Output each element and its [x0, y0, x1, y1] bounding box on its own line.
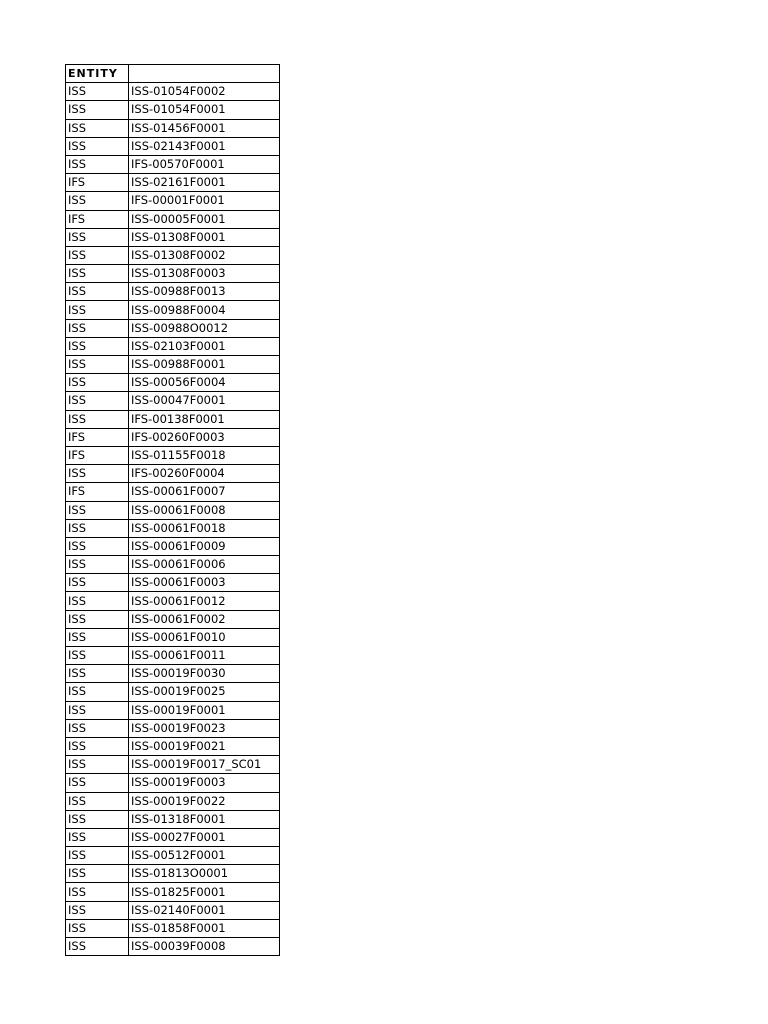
- table-row: [66, 374, 280, 392]
- id-cell: ISS-00019F0022: [129, 792, 280, 810]
- id-cell: IFS-00570F0001: [129, 155, 280, 173]
- table-row: [66, 301, 280, 319]
- entity-cell: ISS: [66, 847, 129, 865]
- id-cell: ISS-00019F0030: [129, 665, 280, 683]
- id-cell: ISS-00005F0001: [129, 210, 280, 228]
- table-row: [66, 865, 280, 883]
- entity-cell: ISS: [66, 883, 129, 901]
- entity-cell: ISS: [66, 938, 129, 956]
- id-cell: IFS-00260F0004: [129, 465, 280, 483]
- entity-cell: ISS: [66, 756, 129, 774]
- entity-cell: IFS: [66, 428, 129, 446]
- id-cell: ISS-01155F0018: [129, 446, 280, 464]
- entity-cell: IFS: [66, 174, 129, 192]
- entity-cell: ISS: [66, 465, 129, 483]
- id-cell: ISS-02103F0001: [129, 337, 280, 355]
- entity-cell: ISS: [66, 192, 129, 210]
- table-row: [66, 628, 280, 646]
- entity-cell: ISS: [66, 556, 129, 574]
- entity-cell: ISS: [66, 283, 129, 301]
- id-cell: ISS-01858F0001: [129, 919, 280, 937]
- table-body: [66, 83, 280, 956]
- table-row: [66, 919, 280, 937]
- table-row: [66, 574, 280, 592]
- entity-column-header: ENTITY: [66, 65, 129, 83]
- table-row: [66, 756, 280, 774]
- id-cell: ISS-01308F0002: [129, 246, 280, 264]
- table-row: [66, 647, 280, 665]
- id-cell: ISS-00061F0008: [129, 501, 280, 519]
- entity-cell: ISS: [66, 828, 129, 846]
- table-row: [66, 556, 280, 574]
- table-row: [66, 883, 280, 901]
- entity-cell: ISS: [66, 319, 129, 337]
- id-cell: ISS-01308F0001: [129, 228, 280, 246]
- table-row: [66, 519, 280, 537]
- table-row: [66, 792, 280, 810]
- entity-cell: ISS: [66, 774, 129, 792]
- id-cell: ISS-01054F0001: [129, 101, 280, 119]
- id-cell: ISS-00061F0011: [129, 647, 280, 665]
- entity-cell: ISS: [66, 374, 129, 392]
- entity-cell: IFS: [66, 210, 129, 228]
- entity-cell: ISS: [66, 519, 129, 537]
- id-cell: ISS-01318F0001: [129, 810, 280, 828]
- id-cell: ISS-00988F0004: [129, 301, 280, 319]
- entity-cell: ISS: [66, 356, 129, 374]
- entity-cell: ISS: [66, 101, 129, 119]
- table-row: [66, 483, 280, 501]
- table-row: [66, 228, 280, 246]
- entity-cell: ISS: [66, 592, 129, 610]
- entity-cell: ISS: [66, 392, 129, 410]
- id-cell: ISS-02161F0001: [129, 174, 280, 192]
- table-header: [66, 65, 280, 83]
- entity-cell: ISS: [66, 901, 129, 919]
- table-row: [66, 155, 280, 173]
- table-row: [66, 192, 280, 210]
- table-row: [66, 901, 280, 919]
- id-cell: ISS-00019F0003: [129, 774, 280, 792]
- entity-cell: ISS: [66, 537, 129, 555]
- id-cell: ISS-00061F0002: [129, 610, 280, 628]
- id-cell: ISS-00027F0001: [129, 828, 280, 846]
- id-column-header: [129, 65, 280, 83]
- id-cell: ISS-00056F0004: [129, 374, 280, 392]
- table-row: [66, 737, 280, 755]
- id-cell: ISS-00512F0001: [129, 847, 280, 865]
- entity-cell: IFS: [66, 483, 129, 501]
- table-row: [66, 938, 280, 956]
- table-row: [66, 119, 280, 137]
- table-row: [66, 774, 280, 792]
- id-cell: ISS-01813O0001: [129, 865, 280, 883]
- entity-cell: ISS: [66, 919, 129, 937]
- id-cell: ISS-00988F0001: [129, 356, 280, 374]
- table-row: [66, 174, 280, 192]
- entity-cell: ISS: [66, 628, 129, 646]
- id-cell: ISS-00061F0007: [129, 483, 280, 501]
- id-cell: ISS-00061F0012: [129, 592, 280, 610]
- entity-cell: ISS: [66, 228, 129, 246]
- table-row: [66, 701, 280, 719]
- entity-cell: ISS: [66, 574, 129, 592]
- table-row: [66, 847, 280, 865]
- table-row: [66, 319, 280, 337]
- header-row: [66, 65, 280, 83]
- table-row: [66, 665, 280, 683]
- entity-table: [65, 64, 280, 956]
- table-row: [66, 810, 280, 828]
- id-cell: ISS-00019F0021: [129, 737, 280, 755]
- entity-cell: ISS: [66, 719, 129, 737]
- table-row: [66, 428, 280, 446]
- id-cell: ISS-02143F0001: [129, 137, 280, 155]
- id-cell: ISS-00061F0010: [129, 628, 280, 646]
- entity-cell: ISS: [66, 737, 129, 755]
- table-row: [66, 246, 280, 264]
- entity-cell: ISS: [66, 301, 129, 319]
- table-row: [66, 356, 280, 374]
- id-cell: ISS-00061F0018: [129, 519, 280, 537]
- id-cell: ISS-00019F0017_SC01: [129, 756, 280, 774]
- id-cell: IFS-00138F0001: [129, 410, 280, 428]
- id-cell: ISS-00988F0013: [129, 283, 280, 301]
- entity-cell: ISS: [66, 501, 129, 519]
- entity-cell: ISS: [66, 119, 129, 137]
- table-row: [66, 537, 280, 555]
- entity-cell: ISS: [66, 410, 129, 428]
- id-cell: ISS-00019F0025: [129, 683, 280, 701]
- table-row: [66, 410, 280, 428]
- table-row: [66, 392, 280, 410]
- entity-cell: ISS: [66, 137, 129, 155]
- table-row: [66, 337, 280, 355]
- entity-cell: ISS: [66, 683, 129, 701]
- entity-cell: ISS: [66, 665, 129, 683]
- id-cell: ISS-00019F0001: [129, 701, 280, 719]
- entity-cell: ISS: [66, 246, 129, 264]
- id-cell: ISS-00061F0003: [129, 574, 280, 592]
- id-cell: IFS-00260F0003: [129, 428, 280, 446]
- id-cell: ISS-00061F0006: [129, 556, 280, 574]
- table-row: [66, 265, 280, 283]
- table-row: [66, 446, 280, 464]
- id-cell: ISS-01054F0002: [129, 83, 280, 101]
- table-row: [66, 719, 280, 737]
- id-cell: ISS-00019F0023: [129, 719, 280, 737]
- id-cell: ISS-01308F0003: [129, 265, 280, 283]
- id-cell: ISS-00039F0008: [129, 938, 280, 956]
- table-row: [66, 592, 280, 610]
- entity-cell: IFS: [66, 446, 129, 464]
- table-row: [66, 137, 280, 155]
- table-row: [66, 101, 280, 119]
- table-row: [66, 83, 280, 101]
- id-cell: ISS-02140F0001: [129, 901, 280, 919]
- id-cell: ISS-01825F0001: [129, 883, 280, 901]
- table-row: [66, 501, 280, 519]
- table-row: [66, 828, 280, 846]
- id-cell: ISS-01456F0001: [129, 119, 280, 137]
- table-row: [66, 465, 280, 483]
- entity-cell: ISS: [66, 155, 129, 173]
- entity-cell: ISS: [66, 810, 129, 828]
- entity-cell: ISS: [66, 610, 129, 628]
- table-row: [66, 210, 280, 228]
- entity-cell: ISS: [66, 83, 129, 101]
- table-row: [66, 683, 280, 701]
- entity-cell: ISS: [66, 792, 129, 810]
- table-row: [66, 610, 280, 628]
- entity-cell: ISS: [66, 647, 129, 665]
- entity-cell: ISS: [66, 865, 129, 883]
- id-cell: ISS-00061F0009: [129, 537, 280, 555]
- entity-cell: ISS: [66, 265, 129, 283]
- entity-cell: ISS: [66, 337, 129, 355]
- id-cell: ISS-00988O0012: [129, 319, 280, 337]
- id-cell: ISS-00047F0001: [129, 392, 280, 410]
- entity-cell: ISS: [66, 701, 129, 719]
- table-row: [66, 283, 280, 301]
- id-cell: IFS-00001F0001: [129, 192, 280, 210]
